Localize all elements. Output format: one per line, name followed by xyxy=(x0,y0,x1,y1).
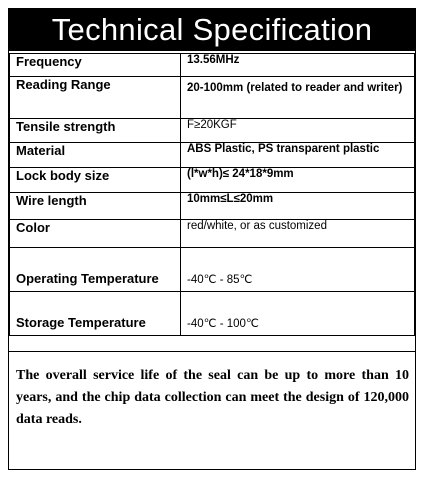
spec-title: Technical Specification xyxy=(9,9,415,51)
color-value: red/white, or as customized xyxy=(181,220,415,248)
table-row xyxy=(10,193,415,220)
tensile-strength-value: F≥20KGF xyxy=(181,119,415,143)
table-row xyxy=(10,119,415,143)
operating-temperature-label: Operating Temperature xyxy=(10,248,181,292)
table-row xyxy=(10,168,415,193)
table-row xyxy=(10,248,415,292)
operating-temperature-value: -40℃ - 85℃ xyxy=(181,248,415,292)
table-row xyxy=(10,54,415,77)
spec-table xyxy=(9,53,415,336)
material-value: ABS Plastic, PS transparent plastic xyxy=(181,143,415,168)
lock-body-size-value: (l*w*h)≤ 24*18*9mm xyxy=(181,168,415,193)
table-row xyxy=(10,77,415,119)
frequency-value: 13.56MHz xyxy=(181,54,415,77)
frequency-label: Frequency xyxy=(10,54,181,77)
color-label: Color xyxy=(10,220,181,248)
reading-range-label: Reading Range xyxy=(10,77,181,119)
material-label: Material xyxy=(10,143,181,168)
lock-body-size-label: Lock body size xyxy=(10,168,181,193)
table-row xyxy=(10,220,415,248)
tensile-strength-label: Tensile strength xyxy=(10,119,181,143)
wire-length-value: 10mm≤L≤20mm xyxy=(181,193,415,220)
reading-range-value: 20-100mm (related to reader and writer) xyxy=(181,77,415,119)
storage-temperature-label: Storage Temperature xyxy=(10,292,181,336)
table-row xyxy=(10,143,415,168)
storage-temperature-value: -40℃ - 100℃ xyxy=(181,292,415,336)
wire-length-label: Wire length xyxy=(10,193,181,220)
table-row xyxy=(10,292,415,336)
spec-sheet xyxy=(8,8,416,470)
service-life-note: The overall service life of the seal can be up to more than 10 years, and the chip data collection can meet the design of 120,000 data reads. xyxy=(9,351,415,471)
